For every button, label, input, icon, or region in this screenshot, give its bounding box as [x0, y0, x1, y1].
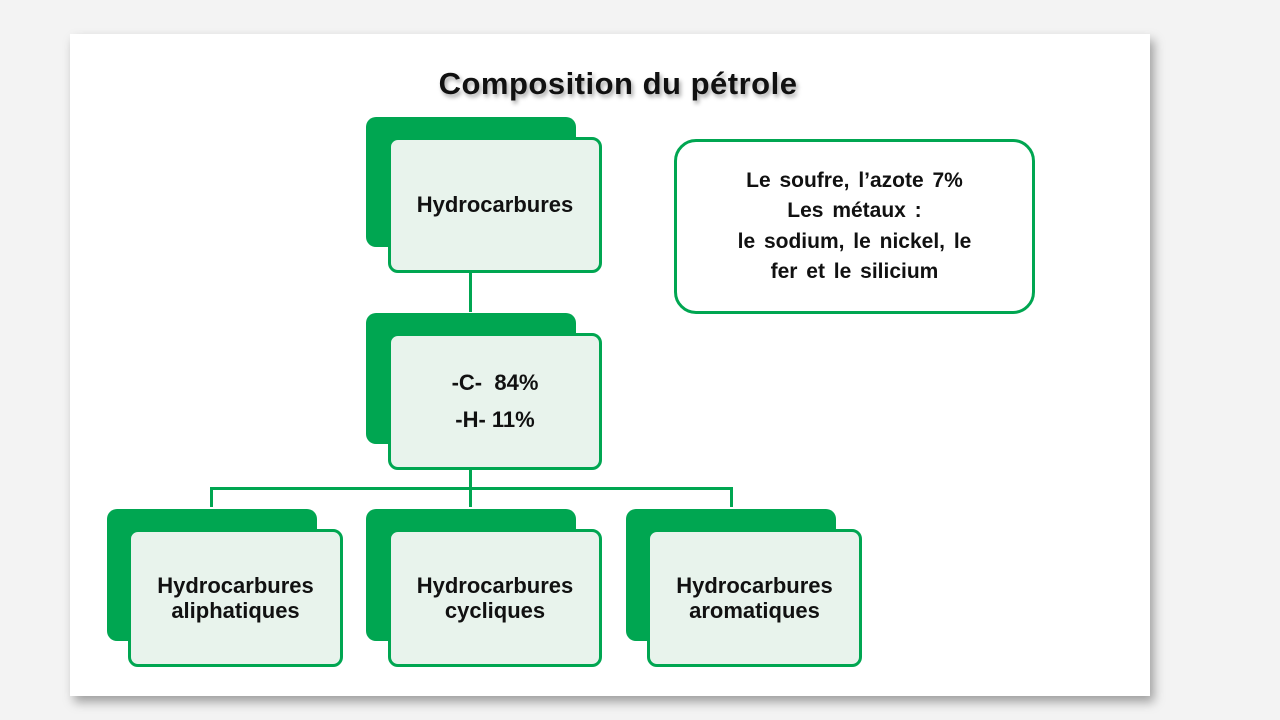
aliphatiques-label-line2: aliphatiques	[171, 598, 300, 623]
aliphatiques-node	[128, 529, 343, 667]
aromatiques-label-line1: Hydrocarbures	[676, 572, 833, 598]
connector-to-aliphatiques	[210, 487, 213, 507]
root-node-label: Hydrocarbures	[416, 192, 574, 218]
aromatiques-label-line2: aromatiques	[689, 598, 820, 623]
aromatiques-node	[647, 529, 862, 667]
note-line2: Les métaux :	[787, 199, 922, 223]
aliphatiques-label-line1: Hydrocarbures	[157, 572, 314, 598]
cycliques-label-line2: cycliques	[444, 598, 546, 623]
other-elements-note	[674, 139, 1035, 314]
connector-to-cycliques	[469, 487, 472, 507]
connector-composition-down	[469, 468, 472, 488]
carbon-percentage: -C- 84%	[451, 370, 539, 396]
hydrogen-percentage: -H- 11%	[455, 406, 535, 432]
composition-node	[388, 333, 602, 470]
cycliques-node	[388, 529, 602, 667]
note-line3: le sodium, le nickel, le	[737, 229, 972, 253]
note-line1: Le soufre, l’azote 7%	[746, 168, 963, 192]
note-line4: fer et le silicium	[770, 259, 939, 283]
connector-root-to-composition	[469, 272, 472, 312]
slide-title: Composition du pétrole	[438, 66, 798, 101]
connector-to-aromatiques	[730, 487, 733, 507]
cycliques-label-line1: Hydrocarbures	[416, 572, 574, 598]
root-node	[388, 137, 602, 273]
